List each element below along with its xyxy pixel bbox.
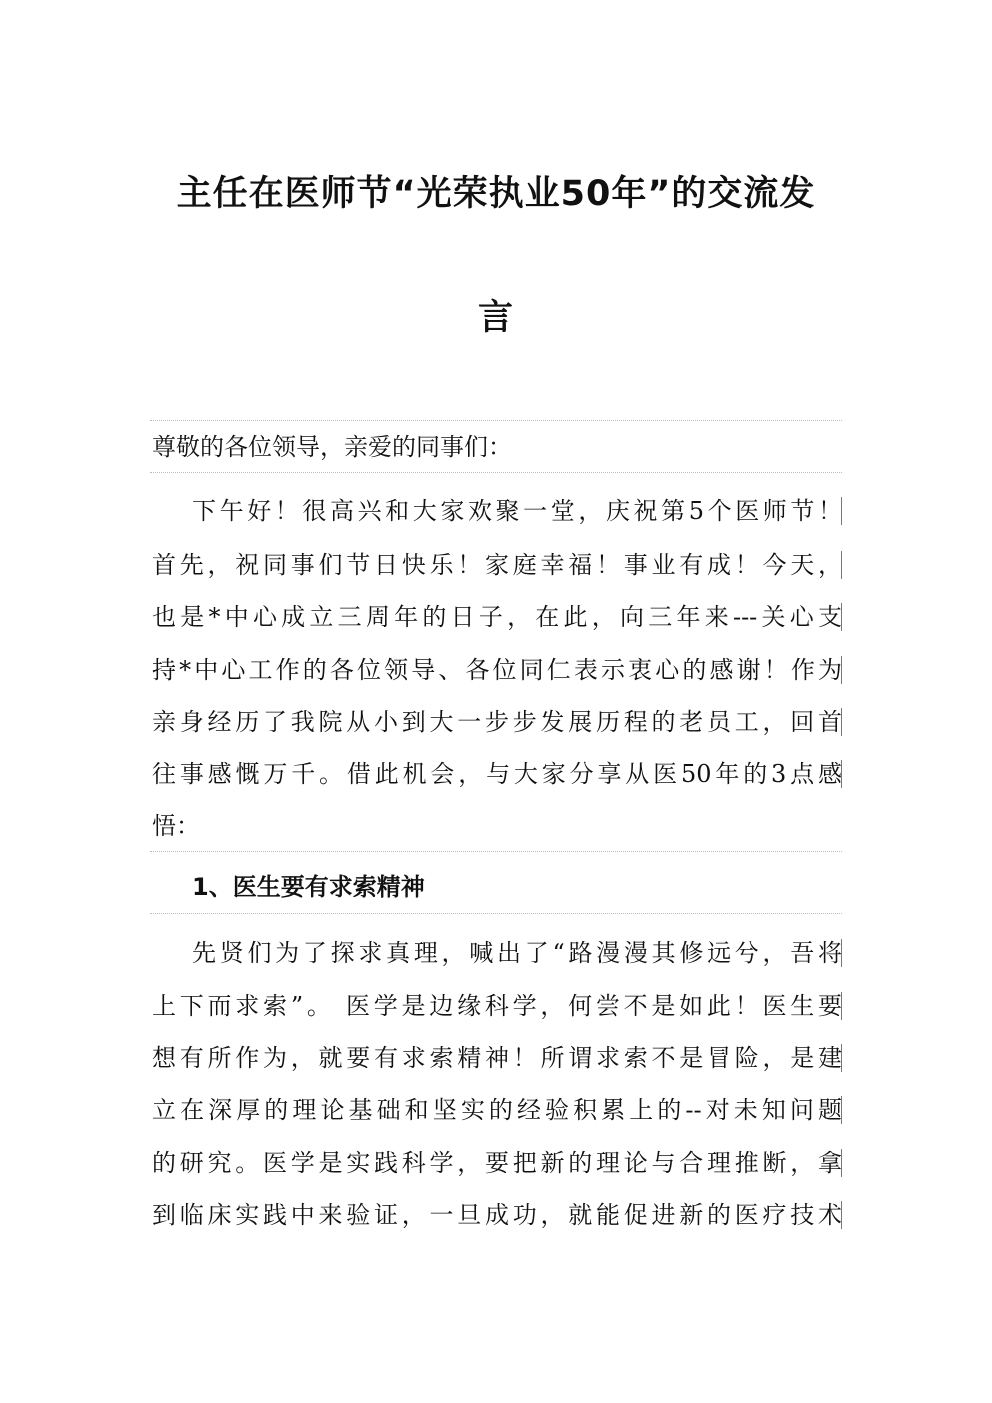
divider: [150, 472, 842, 473]
divider: [150, 913, 842, 914]
salutation: 尊敬的各位领导，亲爱的同事们：: [152, 433, 512, 461]
divider: [150, 420, 842, 421]
paragraph-line: 上下而求索”。 医学是边缘科学，何尝不是如此！医生要: [152, 986, 842, 1026]
paragraph-line: 亲身经历了我院从小到大一步步发展历程的老员工，回首: [152, 702, 842, 742]
paragraph-line: 持*中心工作的各位领导、各位同仁表示衷心的感谢！作为: [152, 650, 842, 690]
document-title-line-1: 主任在医师节“光荣执业50年”的交流发: [176, 174, 816, 214]
paragraph-line: 到临床实践中来验证，一旦成功，就能促进新的医疗技术: [152, 1195, 842, 1235]
section-heading: 1、医生要有求索精神: [192, 873, 425, 901]
paragraph-line: 也是*中心成立三周年的日子，在此，向三年来---关心支: [152, 597, 842, 637]
paragraph-line: 首先，祝同事们节日快乐！家庭幸福！事业有成！今天，: [152, 545, 842, 585]
paragraph-line: 想有所作为，就要有求索精神！所谓求索不是冒险，是建: [152, 1038, 842, 1078]
paragraph-line: 先贤们为了探求真理，喊出了“路漫漫其修远兮，吾将: [192, 933, 842, 973]
paragraph-line: 往事感慨万千。借此机会，与大家分享从医50年的3点感: [152, 754, 842, 794]
paragraph-line: 悟：: [152, 812, 200, 840]
paragraph-line: 的研究。医学是实践科学，要把新的理论与合理推断，拿: [152, 1143, 842, 1183]
document-title-line-2: 言: [477, 298, 514, 338]
divider: [150, 851, 842, 852]
paragraph-line: 立在深厚的理论基础和坚实的经验积累上的--对未知问题: [152, 1090, 842, 1130]
paragraph-line: 下午好！很高兴和大家欢聚一堂，庆祝第5个医师节！: [192, 491, 842, 531]
